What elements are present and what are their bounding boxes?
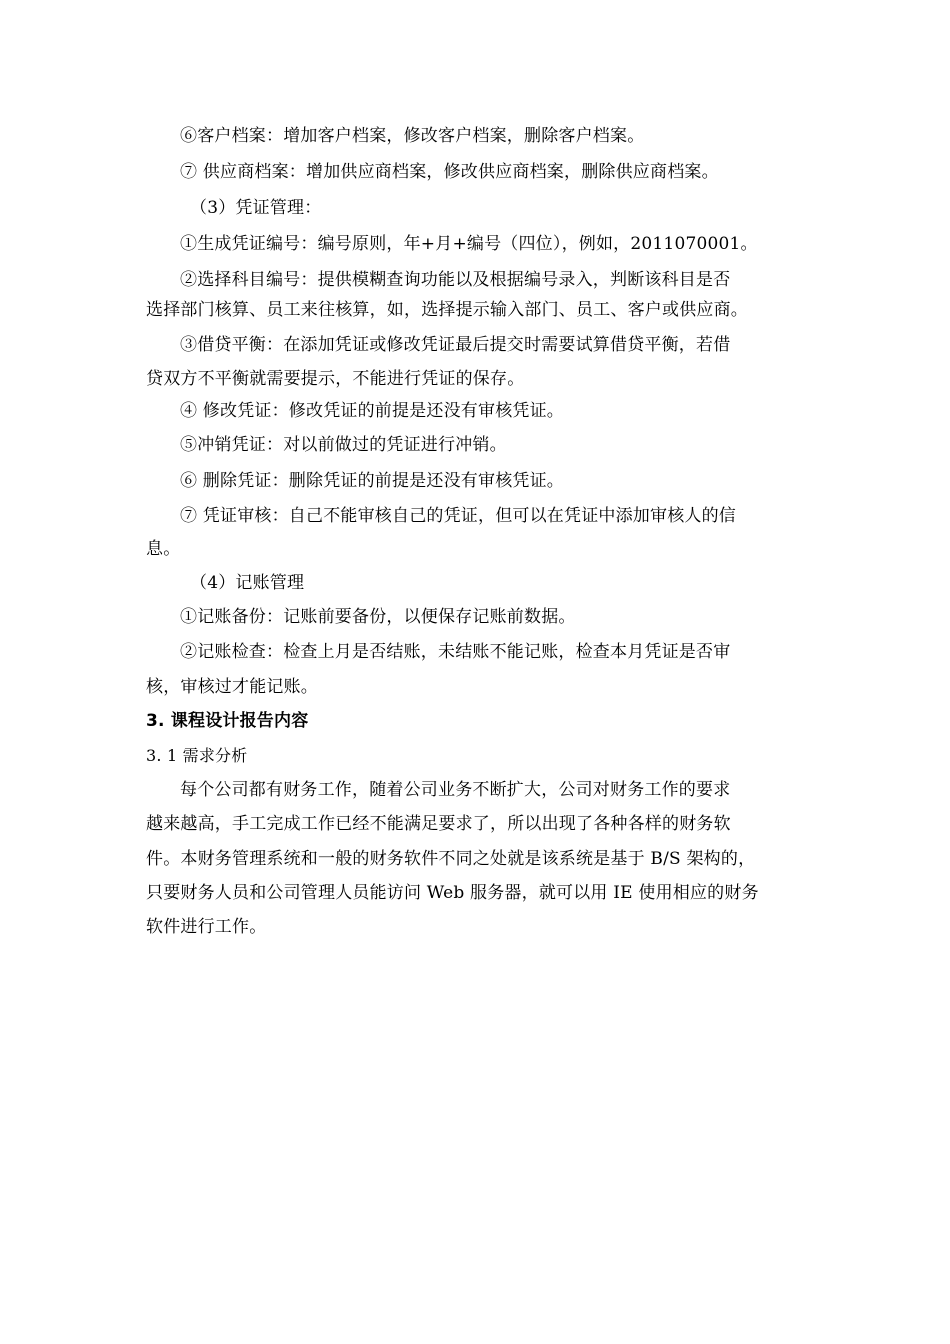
ledger-section-title: （4）记账管理 (190, 573, 305, 593)
report-section-heading: 3. 课程设计报告内容 (146, 711, 309, 731)
paragraph-line2: 越来越高，手工完成工作已经不能满足要求了，所以出现了各种各样的财务软 (146, 814, 731, 834)
voucher-reverse: ⑤冲销凭证：对以前做过的凭证进行冲销。 (180, 435, 507, 455)
customer-file-item: ⑥客户档案：增加客户档案，修改客户档案，删除客户档案。 (180, 126, 645, 146)
voucher-audit-line1: ⑦ 凭证审核：自己不能审核自己的凭证，但可以在凭证中添加审核人的信 (180, 506, 737, 526)
ledger-backup: ①记账备份：记账前要备份，以便保存记账前数据。 (180, 607, 576, 627)
paragraph-line3: 件。本财务管理系统和一般的财务软件不同之处就是该系统是基于 B/S 架构的， (146, 849, 756, 869)
paragraph-line1: 每个公司都有财务工作，随着公司业务不断扩大，公司对财务工作的要求 (180, 780, 731, 800)
voucher-modify: ④ 修改凭证：修改凭证的前提是还没有审核凭证。 (180, 401, 565, 421)
voucher-generate-number: ①生成凭证编号：编号原则，年+月+编号（四位），例如，2011070001。 (180, 234, 758, 254)
supplier-file-item: ⑦ 供应商档案：增加供应商档案，修改供应商档案，删除供应商档案。 (180, 162, 719, 182)
paragraph-line4: 只要财务人员和公司管理人员能访问 Web 服务器，就可以用 IE 使用相应的财务 (146, 883, 759, 903)
voucher-balance-line2: 贷双方不平衡就需要提示，不能进行凭证的保存。 (146, 369, 525, 389)
paragraph-line5: 软件进行工作。 (146, 917, 267, 937)
requirements-analysis-heading: 3. 1 需求分析 (146, 746, 248, 765)
voucher-delete: ⑥ 删除凭证：删除凭证的前提是还没有审核凭证。 (180, 471, 565, 491)
ledger-check-line1: ②记账检查：检查上月是否结账，未结账不能记账，检查本月凭证是否审 (180, 642, 731, 662)
voucher-section-title: （3）凭证管理： (190, 198, 322, 218)
voucher-select-account-line1: ②选择科目编号：提供模糊查询功能以及根据编号录入，判断该科目是否 (180, 270, 731, 290)
voucher-audit-line2: 息。 (146, 539, 181, 559)
ledger-check-line2: 核，审核过才能记账。 (146, 677, 318, 697)
voucher-balance-line1: ③借贷平衡：在添加凭证或修改凭证最后提交时需要试算借贷平衡，若借 (180, 335, 731, 355)
voucher-select-account-line2: 选择部门核算、员工来往核算，如，选择提示输入部门、员工、客户或供应商。 (146, 300, 748, 320)
